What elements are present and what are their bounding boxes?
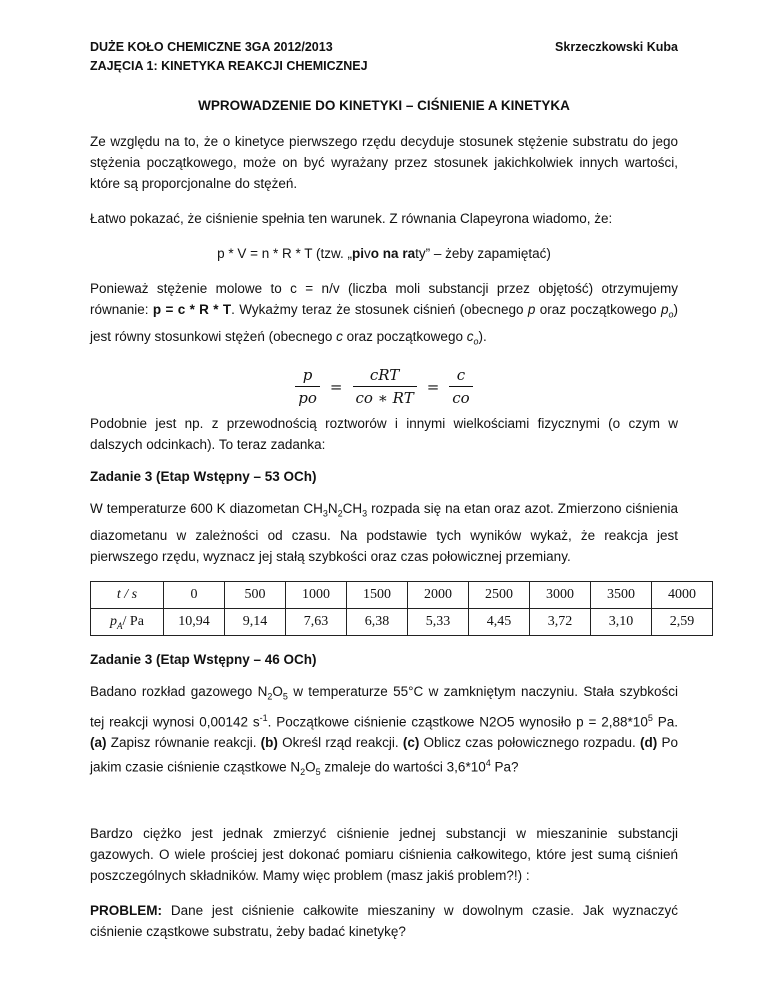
- page-header: [90, 38, 678, 76]
- document-title: WPROWADZENIE DO KINETYKI – CIŚNIENIE A KINETYKA: [198, 98, 570, 113]
- paragraph-4: Podobnie jest np. z przewodnością roztworów i innymi wielkościami fizycznymi (o czym w dalszych odcinkach). To teraz zadanka:: [90, 416, 678, 453]
- table-cell: 4,45: [469, 609, 530, 636]
- table-cell: 500: [225, 582, 286, 609]
- table-row-label: t / s: [91, 582, 164, 609]
- table-cell: 3,10: [591, 609, 652, 636]
- table-cell: 6,38: [347, 609, 408, 636]
- table-cell: 3000: [530, 582, 591, 609]
- fraction-c-co: $\frac{c}{co}$: [449, 366, 472, 407]
- problem-paragraph: PROBLEM: Dane jest ciśnienie całkowite mieszaniny w dowolnym czasie. Jak wyznaczyć ciśnienie cząstkowe substratu, żeby badać kinetykę?: [90, 903, 678, 940]
- fraction-crt: $\frac{\text{cRT}}{co ∗ RT}$: [353, 366, 417, 407]
- table-cell: 10,94: [164, 609, 225, 636]
- clapeyron-equation: p * V = n * R * T (tzw. „pivo na raty” – żeby zapamiętać): [217, 246, 551, 261]
- intro-paragraph-2: Łatwo pokazać, że ciśnienie spełnia ten warunek. Z równania Clapeyrona wiadomo, że:: [90, 211, 613, 226]
- task-2-title: Zadanie 3 (Etap Wstępny – 46 OCh): [90, 652, 317, 668]
- task-1-title: Zadanie 3 (Etap Wstępny – 53 OCh): [90, 469, 317, 485]
- header-line-1: DUŻE KOŁO CHEMICZNE 3GA 2012/2013: [90, 40, 333, 54]
- table-cell: 2000: [408, 582, 469, 609]
- table-cell: 9,14: [225, 609, 286, 636]
- table-cell: 2500: [469, 582, 530, 609]
- paragraph-5: Bardzo ciężko jest jednak zmierzyć ciśnienie jednej substancji w mieszaninie substancji gazowych. O wiele prościej jest dokonać pomiaru ciśnienia całkowitego, które jest sumą ciśnień poszczególnych składników. Mamy więc problem (masz jakiś problem?!) :: [90, 826, 678, 884]
- table-row-label: $p_A/$ Pa: [91, 609, 164, 636]
- table-row-pressure: [91, 609, 713, 636]
- task-2-text: Badano rozkład gazowego $N_2O_5$ w temperaturze 55°C w zamkniętym naczyniu. Stała szybkości tej reakcji wynosi 0,00142 $s^{-1}$. Początkowe ciśnienie cząstkowe N2O5 wynosiło $p = 2,88*10^5$ Pa. (a) Zapisz równanie reakcji. (b) Określ rząd reakcji. (c) Oblicz czas połowicznego rozpadu. (d) Po jakim czasie ciśnienie cząstkowe $N_2O_5$ zmaleje do wartości $3,6*10^4$ Pa?: [90, 684, 678, 778]
- table-cell: 0: [164, 582, 225, 609]
- pressure-time-table: [90, 581, 713, 636]
- intro-paragraph-1: Ze względu na to, że o kinetyce pierwszego rzędu decyduje stosunek stężenie substratu do jego stężenia początkowego, może on być wyrażany przez stosunek jakichkolwiek innych wartości, które są proporcjonalne do stężeń.: [90, 134, 678, 191]
- table-cell: 5,33: [408, 609, 469, 636]
- fraction-p-po: $\frac{p}{po}$: [295, 366, 320, 407]
- table-cell: 1000: [286, 582, 347, 609]
- table-cell: 3,72: [530, 609, 591, 636]
- table-cell: 4000: [652, 582, 713, 609]
- table-cell: 7,63: [286, 609, 347, 636]
- table-cell: 2,59: [652, 609, 713, 636]
- table-row-time: [91, 582, 713, 609]
- task-1-text: W temperaturze 600 K diazometan $CH_3N_2CH_3$ rozpada się na etan oraz azot. Zmierzono ciśnienia diazometanu w zależności od czasu. Na podstawie tych wyników wykaż, że reakcja jest pierwszego rzędu, wyznacz jej stałą szybkości oraz czas połowicznej przemiany.: [90, 501, 679, 565]
- problem-label: PROBLEM:: [90, 903, 162, 919]
- table-cell: 3500: [591, 582, 652, 609]
- intro-paragraph-3: Ponieważ stężenie molowe to c = n/v (liczba moli substancji przez objętość) otrzymujemy równanie: p = c * R * T. Wykażmy teraz że stosunek ciśnień (obecnego p oraz początkowego $p_o$) jest równy stosunkowi stężeń (obecnego c oraz początkowego $c_o$).: [90, 281, 678, 347]
- ratio-formula: $\frac{p}{po}$ = $\frac{\text{cRT}}{co ∗ RT}$ = $\frac{c}{co}$: [90, 366, 678, 407]
- header-author: Skrzeczkowski Kuba: [555, 40, 678, 54]
- header-line-2: ZAJĘCIA 1: KINETYKA REAKCJI CHEMICZNEJ: [90, 59, 368, 73]
- table-cell: 1500: [347, 582, 408, 609]
